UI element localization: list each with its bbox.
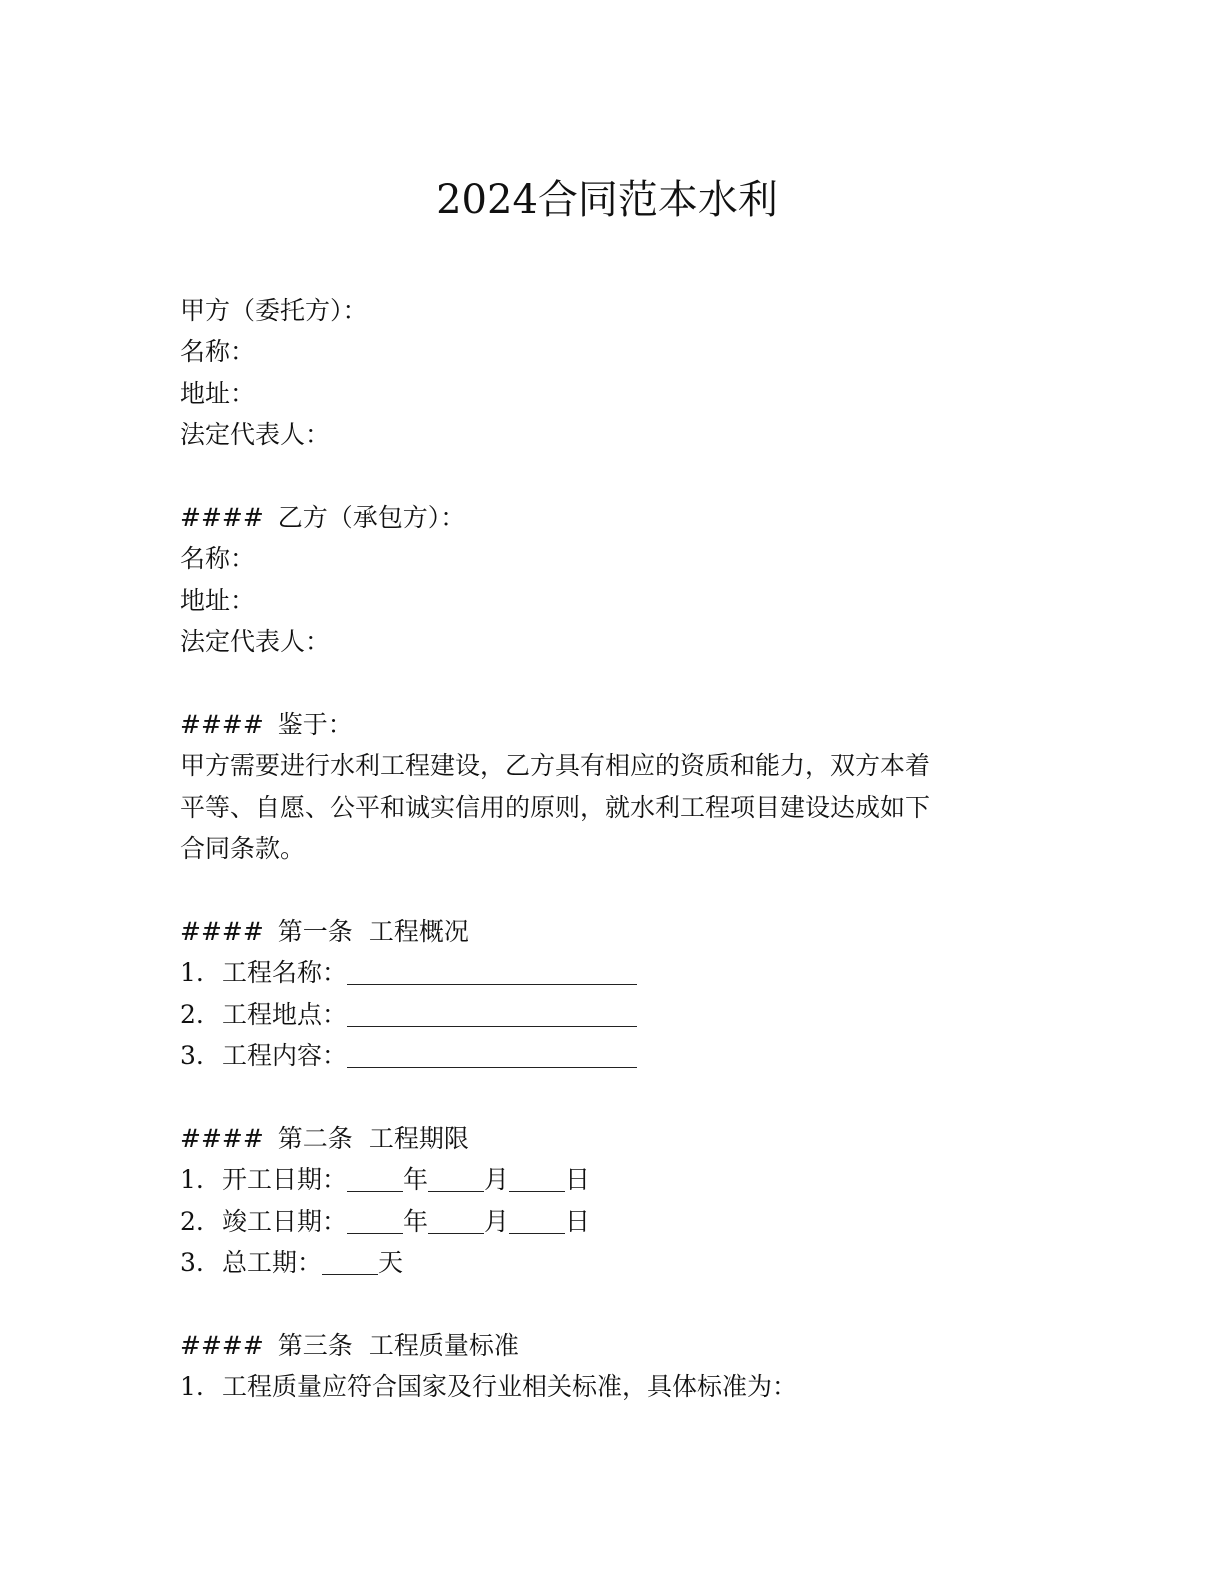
heading-mark: #### bbox=[180, 502, 264, 532]
start-year-blank[interactable] bbox=[347, 1189, 403, 1192]
document-title: 2024合同范本水利 bbox=[436, 177, 778, 223]
end-month-blank[interactable] bbox=[428, 1231, 484, 1234]
article-2-heading-line bbox=[180, 1118, 1040, 1159]
item-number: 1. bbox=[180, 958, 204, 988]
project-content-item bbox=[180, 1035, 1040, 1076]
document-body bbox=[180, 290, 1040, 1408]
party-b-name-label: 名称： bbox=[180, 544, 256, 574]
project-name-blank[interactable] bbox=[347, 982, 637, 985]
spacer bbox=[180, 663, 1040, 704]
end-year-blank[interactable] bbox=[347, 1231, 403, 1234]
party-b-heading-line bbox=[180, 497, 1040, 538]
item-number: 2. bbox=[180, 1206, 204, 1236]
party-a-address-label: 地址： bbox=[180, 378, 256, 408]
days-unit-label: 天 bbox=[378, 1247, 404, 1277]
whereas-paragraph-line: 甲方需要进行水利工程建设，乙方具有相应的资质和能力，双方本着 bbox=[180, 751, 931, 781]
project-content-label: 工程内容： bbox=[222, 1041, 348, 1071]
item-number: 2. bbox=[180, 999, 204, 1029]
start-day-blank[interactable] bbox=[509, 1189, 565, 1192]
start-date-label: 开工日期： bbox=[222, 1165, 348, 1195]
project-location-label: 工程地点： bbox=[222, 999, 348, 1029]
whereas-heading-line bbox=[180, 704, 1040, 745]
item-number: 3. bbox=[180, 1041, 204, 1071]
whereas-heading: 鉴于： bbox=[277, 709, 353, 739]
project-name-item bbox=[180, 952, 1040, 993]
day-label: 日 bbox=[565, 1165, 591, 1195]
heading-mark: #### bbox=[180, 709, 264, 739]
month-label: 月 bbox=[484, 1206, 510, 1236]
spacer bbox=[180, 869, 1040, 910]
heading-mark: #### bbox=[180, 1330, 264, 1360]
heading-mark: #### bbox=[180, 916, 264, 946]
party-b-heading: 乙方（承包方）： bbox=[277, 502, 466, 532]
article-1-heading: 工程概况 bbox=[368, 916, 469, 946]
item-number: 1. bbox=[180, 1372, 204, 1402]
party-a-rep-label: 法定代表人： bbox=[180, 420, 331, 450]
day-label: 日 bbox=[565, 1206, 591, 1236]
project-name-label: 工程名称： bbox=[222, 958, 348, 988]
quality-standard-item bbox=[180, 1366, 1040, 1407]
whereas-paragraph-line: 合同条款。 bbox=[180, 834, 306, 864]
project-location-item bbox=[180, 994, 1040, 1035]
article-1-heading-line bbox=[180, 911, 1040, 952]
party-a-heading: 甲方（委托方）： bbox=[180, 296, 368, 325]
total-duration-item bbox=[180, 1242, 1040, 1283]
start-month-blank[interactable] bbox=[428, 1189, 484, 1192]
article-2-number: 第二条 bbox=[277, 1123, 353, 1153]
party-b-address-label: 地址： bbox=[180, 585, 256, 615]
start-date-item bbox=[180, 1159, 1040, 1200]
total-duration-label: 总工期： bbox=[222, 1247, 323, 1277]
heading-mark: #### bbox=[180, 1123, 264, 1153]
spacer bbox=[180, 456, 1040, 497]
party-a-name-label: 名称： bbox=[180, 337, 256, 367]
month-label: 月 bbox=[484, 1165, 510, 1195]
end-date-label: 竣工日期： bbox=[222, 1206, 348, 1236]
quality-standard-text: 工程质量应符合国家及行业相关标准，具体标准为： bbox=[222, 1372, 798, 1402]
item-number: 3. bbox=[180, 1247, 204, 1277]
project-content-blank[interactable] bbox=[347, 1065, 637, 1068]
article-2-heading: 工程期限 bbox=[368, 1123, 469, 1153]
item-number: 1. bbox=[180, 1165, 204, 1195]
end-day-blank[interactable] bbox=[509, 1231, 565, 1234]
total-days-blank[interactable] bbox=[322, 1272, 378, 1275]
project-location-blank[interactable] bbox=[347, 1024, 637, 1027]
article-3-number: 第三条 bbox=[277, 1330, 353, 1360]
spacer bbox=[180, 1283, 1040, 1324]
party-b-rep-label: 法定代表人： bbox=[180, 627, 331, 657]
article-3-heading: 工程质量标准 bbox=[368, 1330, 519, 1360]
end-date-item bbox=[180, 1201, 1040, 1242]
whereas-paragraph-line: 平等、自愿、公平和诚实信用的原则，就水利工程项目建设达成如下 bbox=[180, 792, 931, 822]
spacer bbox=[180, 1076, 1040, 1117]
article-1-number: 第一条 bbox=[277, 916, 353, 946]
year-label: 年 bbox=[403, 1165, 429, 1195]
article-3-heading-line bbox=[180, 1325, 1040, 1366]
year-label: 年 bbox=[403, 1206, 429, 1236]
